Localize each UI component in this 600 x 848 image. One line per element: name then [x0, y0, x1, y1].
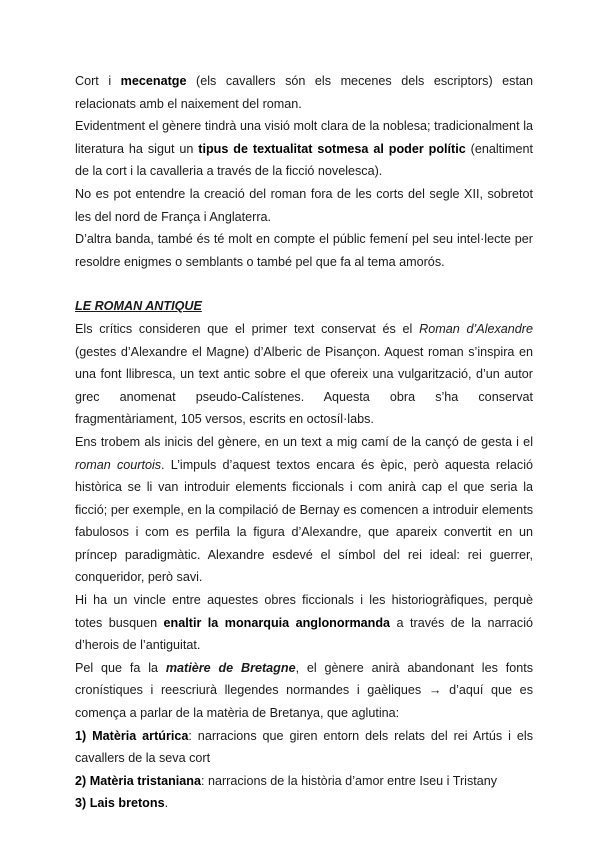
text-run: (els cavallers són els mecenes dels escriptors) estan relacionats amb el naixement del roman. [75, 74, 533, 111]
paragraph-public-femeni: D’altra banda, també és té molt en compte el públic femení pel seu intel·lecte per resoldre enigmes o semblants o també pel que fa al tema amorós. [75, 232, 533, 269]
list-item-label: 3) Lais bretons [75, 796, 165, 811]
bold-term: tipus de textualitat sotmesa al poder polític [198, 141, 466, 156]
paragraph-vincle-historiografiques [75, 589, 533, 657]
paragraph-cort-mecenatge [75, 70, 533, 115]
section-heading: LE ROMAN ANTIQUE [75, 299, 202, 314]
italic-title: Roman d’Alexandre [419, 321, 533, 336]
paragraph-noblesa [75, 115, 533, 183]
list-item-text: : narracions de la història d’amor entre Iseu i Tristany [200, 773, 498, 788]
text-run: Cort i [75, 74, 121, 88]
list-item [75, 725, 533, 770]
paragraph-matiere-bretagne [75, 657, 533, 725]
list-item [75, 792, 533, 815]
list-item-text: . [164, 796, 169, 811]
spacer [75, 273, 533, 295]
text-run: Pel que fa la [75, 660, 166, 675]
text-run: (gestes d’Alexandre el Magne) d’Alberic de Pisançon. Aquest roman s’inspira en una font llibresca, un text antic sobre el que ofereix una vulgarització, d’un autor grec anomenat pseudo-Calístenes. Aquesta obra s’ha conservat fragmentàriament, 105 versos, escrits en octosíl·labs. [75, 344, 533, 427]
paragraph-inicis-genere [75, 431, 533, 589]
bold-italic-term: matière de Bretagne [165, 660, 296, 675]
list-item-text: : narracions que giren entorn dels relats del rei Artús i els cavallers de la seva cort [75, 728, 533, 766]
bold-term: mecenatge [120, 74, 187, 88]
text-run: . L’impuls d’aquest textos encara és èpic, però aquesta relació històrica se li van introduir elements ficcionals i com anirà cap el que seria la ficció; per exemple, en la compilació de Bernay es comencen a introduir elements fabulosos i com es perfila la figura d’Alexandre, que apareix convertit en un príncep paradigmàtic. Alexandre esdevé el símbol del rei ideal: rei guerrer, conqueridor, però savi. [75, 457, 534, 585]
text-run: Hi ha un vincle entre aquestes obres ficcionals i les historiogràfiques, perquè totes busquen [75, 593, 533, 630]
text-run: Ens trobem als inicis del gènere, en un text a mig camí de la cançó de gesta i el [75, 434, 533, 449]
italic-term: roman courtois [75, 457, 162, 472]
list-item-label: 1) Matèria artúrica [75, 728, 189, 743]
text-run: Evidentment el gènere tindrà una visió molt clara de la noblesa; tradicionalment la literatura ha sigut un [75, 119, 533, 156]
paragraph-roman-alexandre [75, 318, 533, 431]
list-item-label: 2) Matèria tristaniana [75, 773, 201, 788]
text-run: , el gènere anirà abandonant les fonts cronístiques i reescriurà llegendes normandes i gaèliques → d’aquí que es comença a parlar de la matèria de Bretanya, que aglutina: [75, 660, 533, 721]
text-run: (enaltiment de la cort i la cavalleria a través de la ficció novelesca). [75, 141, 533, 179]
text-run: a través de la narració d’herois de l’antiguitat. [75, 615, 533, 653]
list-item [75, 770, 533, 793]
paragraph-corts-segle-xii: No es pot entendre la creació del roman fora de les corts del segle XII, sobretot les del nord de França i Anglaterra. [75, 186, 533, 224]
bold-term: enaltir la monarquia anglonormanda [163, 615, 391, 630]
text-run: Els crítics consideren que el primer text conservat és el [75, 321, 420, 336]
